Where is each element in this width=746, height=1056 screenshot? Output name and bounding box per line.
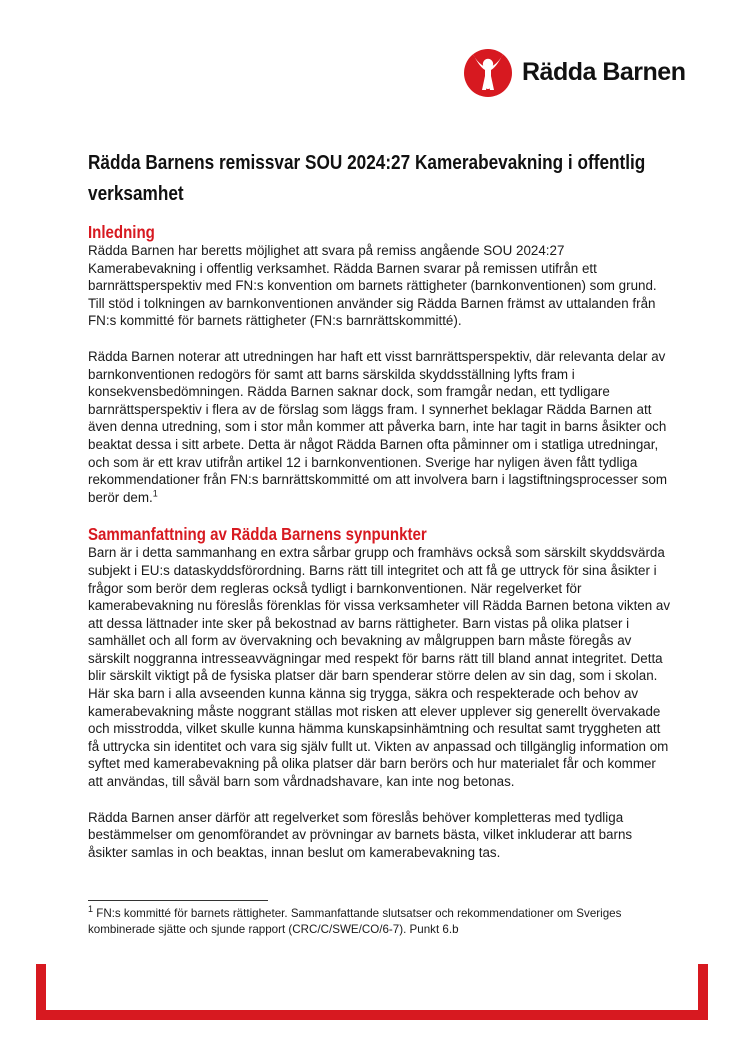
footnote-number: 1 xyxy=(88,904,94,915)
section-heading-sammanfattning: Sammanfattning av Rädda Barnens synpunkter xyxy=(88,524,427,545)
footnote-text: FN:s kommitté för barnets rättigheter. Sammanfattande slutsatser och rekommendationer om Sveriges kombinerade sjätte och sjunde rapport (CRC/C/SWE/CO/6-7). Punkt 6.b xyxy=(88,907,622,936)
logo xyxy=(462,46,685,98)
section-heading-inledning: Inledning xyxy=(88,222,155,242)
save-the-children-figure-icon xyxy=(462,46,514,98)
paragraph: Barn är i detta sammanhang en extra sårbar grupp och framhävs också som särskilt skyddsvärda subjekt i EU:s dataskyddsförordning. Barns rätt till integritet och att få ge uttryck för sina åsikter i frågor som berör dem regleras också tydligt i barnkonventionen. När regelverket för kamerabevakning nu föreslås förenklas för vissa verksamheter vill Rädda Barnen betona vikten av att dessa lättnader inte sker på bekostnad av barns rättigheter. Barn vistas på olika platser i samhället och all form av övervakning och bevakning av målgruppen barn måste föregås av särskilt noggranna intresseavvägningar med respekt för barns rätt till bland annat integritet. Detta blir särskilt viktigt på de fysiska platser där barn spenderar större delen av sin dag, som i skolan. Här ska barn i alla avseenden kunna känna sig trygga, säkra och respekterade och behov av kamerabevakning måste noggrant ställas mot risken att elever upplever sig generellt övervakade och misstrodda, vilket skulle kunna hämma kunskapsinhämtning och resultat samt tryggheten att få uttrycka sin identitet och vara sig själv fullt ut. Vikten av anpassad och tillgänglig information om syftet med kamerabevakning på olika platser där barn berörs och hur materialet får och kommer att användas, till såväl barn som vårdnadshavare, kan inte nog betonas. xyxy=(88,545,671,790)
document-body xyxy=(88,222,673,861)
logo-text: Rädda Barnen xyxy=(522,57,686,86)
document-title: Rädda Barnens remissvar SOU 2024:27 Kamerabevakning i offentlig verksamhet xyxy=(88,152,646,205)
paragraph: Rädda Barnen anser därför att regelverket som föreslås behöver kompletteras med tydliga bestämmelser om genomförandet av prövningar av barnets bästa, vilket inkluderar att barns åsikter samlas in och beaktas, innan beslut om kamerabevakning tas. xyxy=(88,809,633,860)
footnote-reference[interactable]: 1 xyxy=(152,488,158,499)
paragraph-text: Rädda Barnen noterar att utredningen har haft ett visst barnrättsperspektiv, där relevanta delar av barnkonventionen redogörs för samt att barns särskilda skyddsställning lyfts fram i konsekvensbedömningen. Rädda Barnen saknar dock, som framgår nedan, ett tydligare barnrättsperspektiv i flera av de förslag som läggs fram. I synnerhet beklagar Rädda Barnen att även denna utredning, som i stor mån kommer att påverka barn, inte har tagit in barns åsikter och beaktat dessa i sitt arbete. Detta är något Rädda Barnen ofta påminner om i statliga utredningar, och som är ett krav utifrån artikel 12 i barnkonventionen. Sverige har nyligen även fått tydliga rekommendationer från FN:s barnrättskommitté om att involvera barn i lagstiftningsprocesser som berör dem. xyxy=(88,348,668,505)
paragraph xyxy=(88,348,673,506)
paragraph: Rädda Barnen har beretts möjlighet att svara på remiss angående SOU 2024:27 Kamerabevakning i offentlig verksamhet. Rädda Barnen svarar på remissen utifrån ett barnrättsperspektiv med FN:s konvention om barnets rättigheter (barnkonventionen) som grund. Till stöd i tolkningen av barnkonventionen använder sig Rädda Barnen främst av uttalanden från FN:s kommitté för barnets rättigheter (FN:s barnrättskommitté). xyxy=(88,243,657,329)
decorative-frame xyxy=(36,964,708,1020)
footnote-divider xyxy=(88,900,268,901)
footnote xyxy=(88,906,678,938)
